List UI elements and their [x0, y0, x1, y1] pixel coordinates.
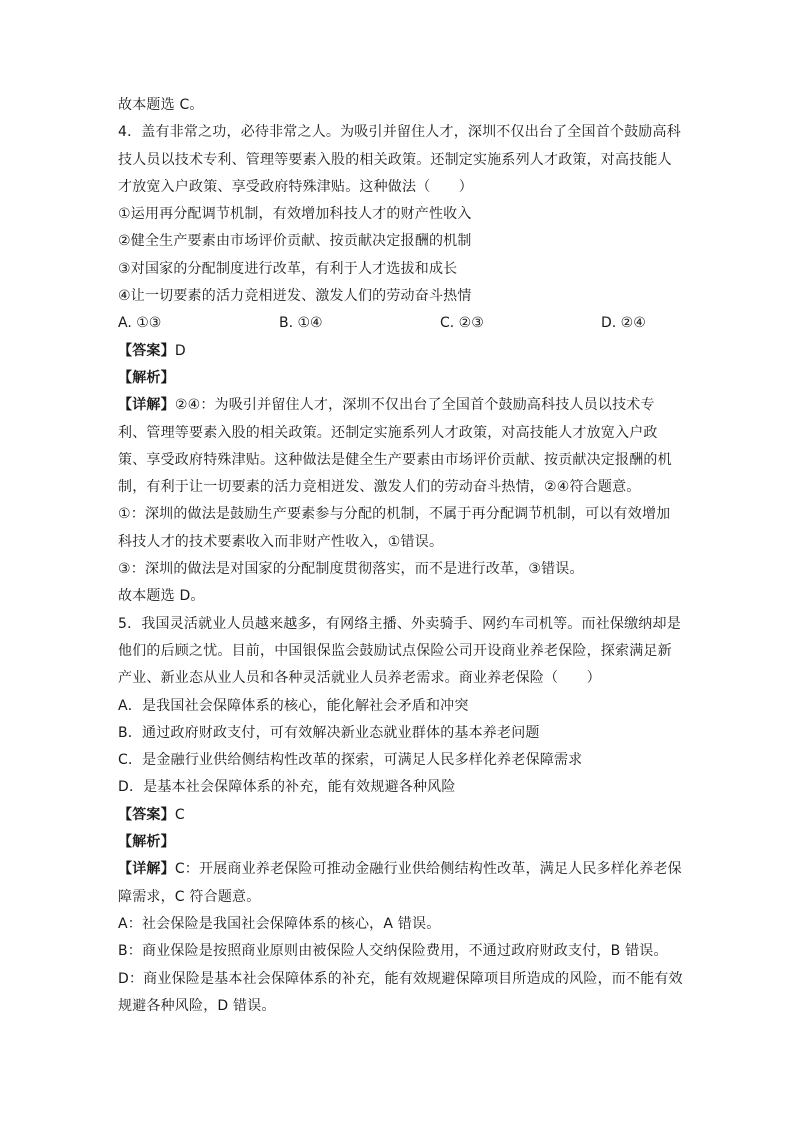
q4-option-d: D. ②④ [601, 315, 646, 332]
q4-stem-line: 技人员以技术专利、管理等要素入股的相关政策。还制定实施系列人才政策，对高技能人 [118, 151, 672, 168]
q4-statement: ④让一切要素的活力竞相迸发、激发人们的劳动奋斗热情 [118, 288, 472, 305]
answer-value: D [174, 342, 186, 359]
q4-detail-line: 利、管理等要素入股的相关政策。还制定实施系列人才政策，对高技能人才放宽入户政 [118, 424, 658, 441]
q5-stem-line: 5．我国灵活就业人员越来越多，有网络主播、外卖骑手、网约车司机等。而社保缴纳却是 [118, 615, 681, 632]
q5-stem-line: 产业、新业态从业人员和各种灵活就业人员养老需求。商业养老保险（ ） [118, 670, 601, 687]
document-page [118, 92, 683, 1020]
q5-detail-line: B：商业保险是按照商业原则由被保险人交纳保险费用，不通过政府财政支付，B 错误。 [118, 943, 668, 960]
question-4 [118, 119, 681, 610]
q5-detail-line: A：社会保险是我国社会保障体系的核心，A 错误。 [118, 915, 441, 932]
q4-option-a: A. ①③ [118, 315, 162, 332]
q4-detail-line [118, 392, 678, 419]
q4-statement: ①运用再分配调节机制，有效增加科技人才的财产性收入 [118, 206, 472, 223]
q4-option-b: B. ①④ [279, 315, 323, 332]
q4-conclusion: 故本题选 D。 [118, 588, 205, 605]
q5-option-b: B．通过政府财政支付，可有效解决新业态就业群体的基本养老问题 [118, 724, 540, 741]
q5-analysis-label: 【解析】 [118, 834, 175, 851]
q4-options [118, 310, 678, 337]
q4-detail-line: ③：深圳的做法是对国家的分配制度贯彻落实，而不是进行改革，③错误。 [118, 561, 584, 578]
q4-option-c: C. ②③ [440, 315, 484, 332]
q5-option-d: D．是基本社会保障体系的补充，能有效规避各种风险 [118, 779, 456, 796]
q5-option-a: A．是我国社会保障体系的核心，能化解社会矛盾和冲突 [118, 697, 469, 714]
q5-option-c: C．是金融行业供给侧结构性改革的探索，可满足人民多样化养老保障需求 [118, 752, 583, 769]
q5-detail-line: 规避各种风险，D 错误。 [118, 997, 276, 1014]
answer-label: 【答案】 [118, 342, 175, 359]
q4-analysis-label: 【解析】 [118, 369, 175, 386]
q5-detail-line: 障需求，C 符合题意。 [118, 888, 261, 905]
q4-answer [118, 338, 678, 365]
detail-label: 【详解】 [118, 397, 175, 414]
q4-detail-line: ①：深圳的做法是鼓励生产要素参与分配的机制，不属于再分配调节机制，可以有效增加 [118, 506, 671, 523]
q5-stem-line: 他们的后顾之忧。目前，中国银保监会鼓励试点保险公司开设商业养老保险，探索满足新 [118, 642, 672, 659]
q4-detail-line: 科技人才的技术要素收入而非财产性收入，①错误。 [118, 533, 444, 550]
q4-stem-line: 4．盖有非常之功，必待非常之人。为吸引并留住人才，深圳不仅出台了全国首个鼓励高科 [118, 124, 681, 141]
q3-conclusion: 故本题选 C。 [118, 97, 204, 113]
q5-detail-line [118, 856, 682, 883]
q5-detail-line: D：商业保险是基本社会保障体系的补充，能有效规避保障项目所造成的风险，而不能有效 [118, 970, 683, 987]
answer-label: 【答案】 [118, 806, 175, 823]
q4-statement: ②健全生产要素由市场评价贡献、按贡献决定报酬的机制 [118, 233, 472, 250]
q4-detail-line: 制，有利于让一切要素的活力竞相迸发、激发人们的劳动奋斗热情，②④符合题意。 [118, 479, 641, 496]
q4-statement: ③对国家的分配制度进行改革，有利于人才选拔和成长 [118, 260, 458, 277]
detail-text: ②④：为吸引并留住人才，深圳不仅出台了全国首个鼓励高科技人员以技术专 [174, 397, 655, 414]
q4-detail-line: 策、享受政府特殊津贴。这种做法是健全生产要素由市场评价贡献、按贡献决定报酬的机 [118, 451, 672, 468]
answer-value: C [174, 806, 185, 823]
question-5 [118, 611, 683, 1020]
detail-label: 【详解】 [118, 861, 175, 878]
detail-text: C：开展商业养老保险可推动金融行业供给侧结构性改革，满足人民多样化养老保 [174, 861, 682, 878]
q5-answer [118, 802, 678, 829]
q4-stem-line: 才放宽入户政策、享受政府特殊津贴。这种做法（ ） [118, 178, 473, 195]
